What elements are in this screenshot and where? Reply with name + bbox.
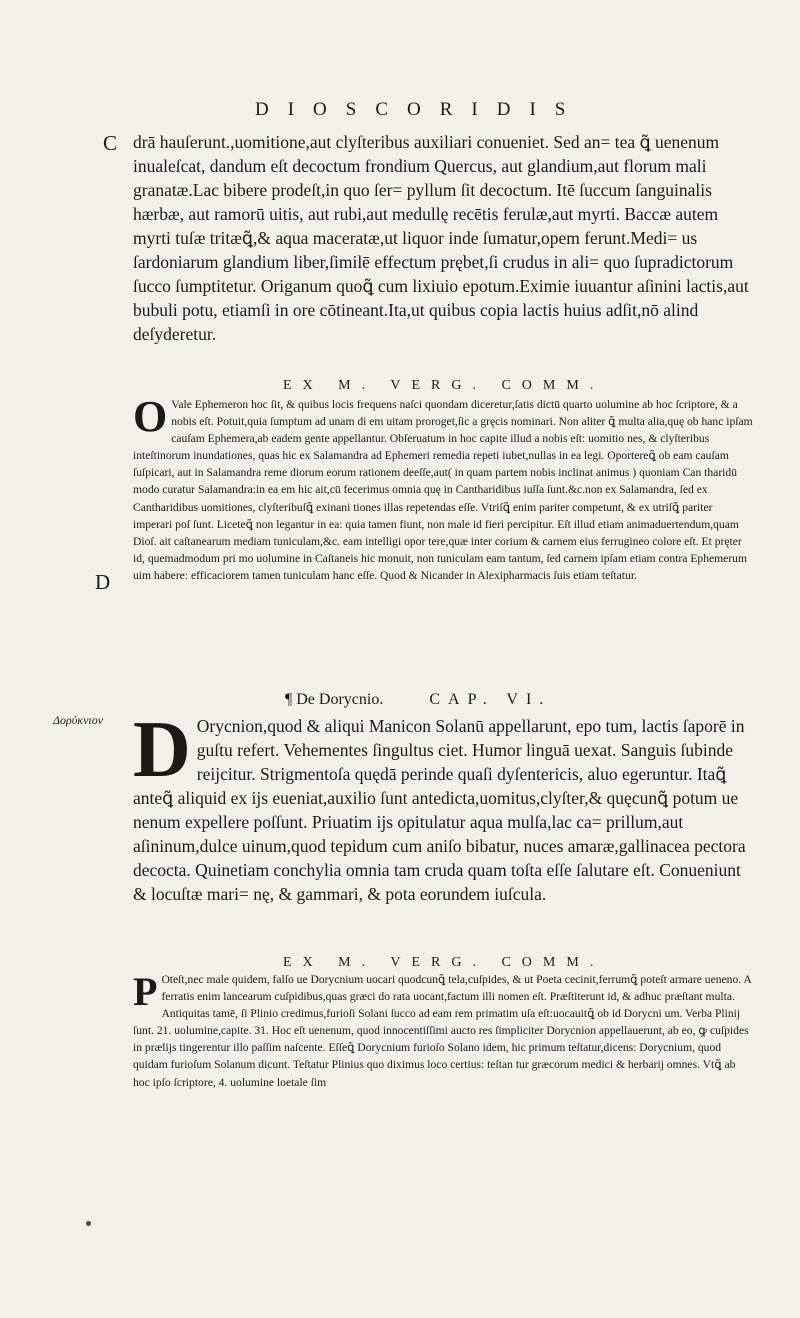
drop-cap: O (133, 392, 168, 441)
running-head: DIOSCORIDIS (255, 99, 585, 120)
drop-cap: D (133, 706, 191, 794)
main-paragraph: drā hauſerunt.,uomitione,aut clyſteribus auxiliari conueniet. Sed an= tea ꝗ̃ uenenum inualeſcat, dandum eſt decoctum frondium Quercus, aut glandium,aut florum mali granatæ.Lac bibere prodeſt,in quo ſer= pyllum ſit decoctum. Itē ſuccum ſanguinalis hærbæ, aut ramorū uitis, aut rubi,aut medullę recētis ferulæ,aut myrti. Baccæ autem myrti tuſæ tritæꝗ̃,& aqua maceratæ,ut liquor inde ſumatur,opem ferunt.Medi= us ſardoniarum glandium liber,ſimilē effectum prębet,ſi crudus in ali= quo ſupradictorum ſucco ſumptitetur. Origanum quoꝗ̃ cum lixiuio epotum.Eximie iuuantur aſinini lactis,aut bubuli potu, etiamſi in ore cōtineant.Ita,ut quibus copia lactis huius adſit,nō alind deſyderetur. (133, 132, 749, 344)
drop-cap: P (133, 969, 158, 1014)
margin-letter-d: D (95, 570, 111, 594)
margin-dot-mark (86, 1221, 91, 1226)
margin-greek-note: Δορύκνιον (53, 713, 104, 727)
commentary-body (133, 392, 753, 584)
commentary-heading: EX M. VERG. COMM. (283, 955, 605, 970)
commentary-body (133, 971, 753, 1091)
commentary-1 (133, 378, 753, 584)
commentary-2 (133, 955, 753, 1091)
chapter-title: ¶ De Dorycnio. (285, 691, 384, 708)
chapter-number: CAP. VI. (429, 691, 552, 708)
chapter-heading (285, 688, 753, 712)
commentary-heading: EX M. VERG. COMM. (283, 378, 605, 393)
chapter-6 (133, 688, 753, 906)
chapter-text: Orycnion,quod & aliqui Manicon Solanū appellarunt, epo tum, lactis ſaporē in guſtu refert. Vehementes ſingultus ciet. Humor linguā uexat. Sanguis ſubinde reijcitur. Strigmentoſa quędā perinde quaſi dyſentericis, aluo egeruntur. Itaꝗ̃ anteꝗ̃ aliquid ex ijs eueniat,auxilio ſunt antedicta,uomitus,clyſter,& quęcunꝗ̃ potum ue nenum expellere poſſunt. Priuatim ijs opitulatur aqua mulſa,lac ca= prillum,aut aſininum,dulce uinum,quod tepidum cum aniſo bibatur, nuces amaræ,gallinacea pectora decocta. Quinetiam conchylia omnia tam cruda quam toſta eſſe ſalutare eſt. Conueniunt & locuſtæ mari= nę, & gammari, & pota eorundem iuſcula. (133, 716, 746, 904)
commentary-text: Oteſt,nec male quidem, falſo ue Dorycnium uocari quodcunꝗ̃ tela,cuſpides, & ut Poeta cecinit,ferrumꝗ̃ poteſt armare ueneno. A ferratis enim lancearum cuſpidibus,quas græci do rata uocant,factum illi nomen eſt. Præſtiterunt id, & adhuc præſtant multa. Antiquitas tamē, ſi Plinio credimus,furioſi Solani ſucco ad eam rem primatim uſa eſt:uocauitꝗ̃ ob id Dorycni um. Verba Plinij ſunt. 21. uolumine,capite. 31. Hoc eſt uenenum, quod innocentiſſimi aucto res ſimpliciter Dorycnion appellauerunt, ab eo, ꝙ cuſpides in prælijs tingerentur illo paſſim naſcente. Eſſeꝗ̃ Dorycnium furioſo Solano idem, hic primum teſtatur,dicens: Dorycnium, quod quidam furioſum Solanum dicunt. Teſtatur Plinius quo diximus loco certius: teſtan tur græcorum medici & herbarij omnes. Vtꝗ̃ ab hoc ipſo ſcriptore, 4. uolumine loetale ſim (133, 973, 752, 1089)
commentary-text: Vale Ephemeron hoc ſit, & quibus locis frequens naſci quondam diceretur,ſatis dictū quarto uolumine ab hoc ſcriptore, & a nobis eſt. Potuit,quia ſumptum ad unam di em uitam proroget,ſic a gręcis nominari. Non aliter ꝗ̃ multa alia,quę ob hanc ipſam cauſam Ephemera,ab eadem gente appellantur. Obſeruatum in hoc capite illud a nobis eſt: uomitio nes, & clyſteribus inteſtinorum inundationes, quas hic ex Salamandra ad Ephemeri remedia repeti iubet,nullas in ea legi. Oportereꝗ̃ ob eam cauſam ſuſpicari, aut in Salamandra reme diorum eorum rationem deeſſe,aut( in quam partem nobis inclinat animus ) quoniam Can tharidū modo curatur Salamandra:in ea em hic ait,cū fecerimus omnia quę in Cantharidibus iuſſa ſunt.&c.non ex Salamandra, ſed ex Cantharidibus uomitiones, clyſteribuſꝗ̃ exinani tiones illas repetendas eſſe. Vtriſꝗ̃ enim pariter competunt, & ex utriſꝗ̃ pariter imperari poſ ſunt. Liceteꝗ̃ non legantur in ea: quia tamen fiunt, non male id fieri percipitur. Eſt illud etiam animaduertendum,quam Dioſ. ait caſtanearum mediam tuniculam,&c. eam intelligi opor tere,quæ inter corium & carnem eius ferrugineo colore eſt. Et pręter id, quemadmodum pri mo uolumine in Caſtaneis hic monuit, non tuniculam eam tantum, ſed carnem ipſam etiam contra Ephemerum uim habere: efficaciorem tamen tuniculam hanc eſſe. Quod & Nicander in Alexipharmacis ſuis etiam teſtatur. (133, 398, 753, 582)
margin-letter-c: C (103, 131, 118, 155)
main-text-section-1 (133, 130, 753, 346)
